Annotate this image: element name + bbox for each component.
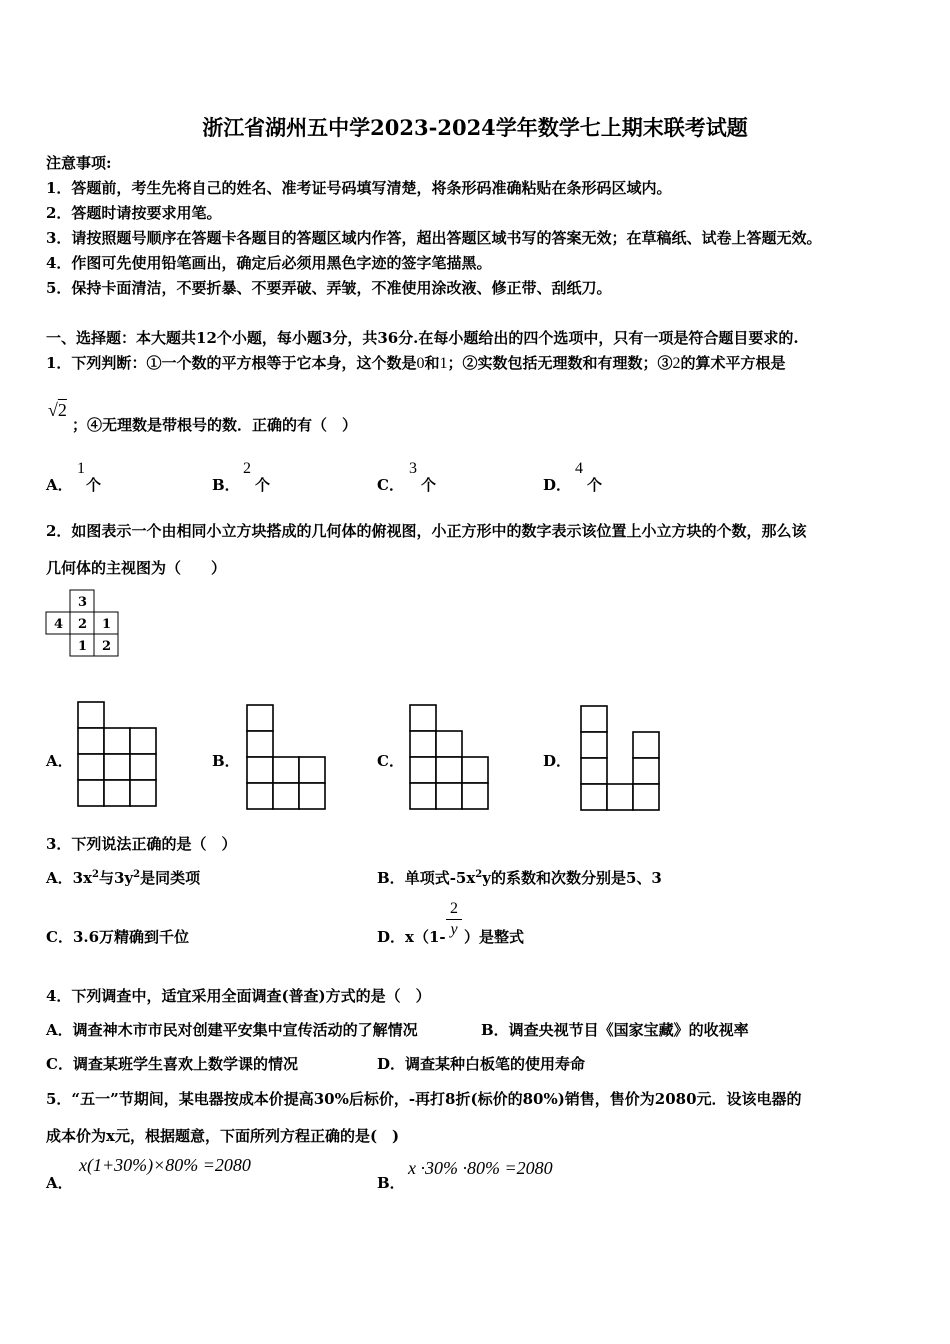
top-view-number: 1 (78, 639, 88, 654)
top-view-number: 2 (78, 617, 88, 632)
notice-item: 5．保持卡面清洁，不要折暴、不要弄破、弄皱，不准使用涂改液、修正带、刮纸刀。 (46, 279, 612, 297)
q1-line2: ；④无理数是带根号的数．正确的有（ ） (72, 416, 358, 434)
fraction-bar (446, 919, 462, 920)
q2-option-b-label: B． (212, 752, 240, 770)
q1-option-d-unit: 个 (587, 476, 603, 494)
q1-option-b: B． (212, 476, 240, 494)
top-view-figure (44, 588, 124, 660)
section-heading: 一、选择题：本大题共12个小题，每小题3分，共36分.在每小题给出的四个选项中，只有一项是符合题目要求的. (46, 329, 799, 347)
fraction-numerator: 2 (450, 900, 458, 917)
q3-option-a: A．$3x^2$与$3y^2$是同类项 (46, 869, 201, 887)
q3-fraction (446, 900, 462, 939)
q1-option-a: A． (46, 476, 73, 494)
q1-option-a-unit: 个 (86, 476, 102, 494)
q5-line2: 成本价为x元，根据题意，下面所列方程正确的是( ) (46, 1127, 400, 1145)
top-view-number: 2 (102, 639, 112, 654)
q1-line1: 1．下列判断：①一个数的平方根等于它本身，这个数是0和1；②实数包括无理数和有理数；③2的算术平方根是 (46, 354, 786, 372)
q4-option-d: D．调查某种白板笔的使用寿命 (377, 1055, 586, 1073)
q2-option-d-figure (579, 704, 663, 814)
q1-option-d-num: 4 (575, 460, 583, 477)
q1-option-c-unit: 个 (421, 476, 437, 494)
q2-option-a-figure (76, 700, 160, 810)
q1-option-a-num: 1 (77, 460, 85, 477)
q5-option-b-equation: x ·30% ·80% =2080 (408, 1158, 553, 1178)
q2-option-c-figure (408, 703, 494, 813)
q1-option-c-num: 3 (409, 460, 417, 477)
q2-line2: 几何体的主视图为（ ） (46, 559, 227, 577)
notice-item: 3．请按照题号顺序在答题卡各题目的答题区域内作答，超出答题区域书写的答案无效；在草稿纸、试卷上答题无效。 (46, 229, 822, 247)
q3-stem: 3．下列说法正确的是（ ） (46, 835, 237, 853)
top-view-number: 1 (102, 617, 112, 632)
q3-option-d: D．x（1- (377, 928, 446, 946)
q2-option-b-figure (245, 703, 329, 813)
q5-option-a-equation: x(1+30%)×80% =2080 (79, 1155, 251, 1175)
q3-option-d-tail: ）是整式 (464, 928, 525, 946)
q1-option-c: C． (377, 476, 404, 494)
top-view-number: 4 (54, 617, 64, 632)
notice-heading: 注意事项: (46, 154, 112, 172)
q2-option-c-label: C． (377, 752, 404, 770)
notice-item: 1．答题前，考生先将自己的姓名、准考证号码填写清楚，将条形码准确粘贴在条形码区域内。 (46, 179, 672, 197)
q5-option-a-label: A． (46, 1174, 73, 1192)
q5-option-b-label: B． (377, 1174, 405, 1192)
notice-item: 4．作图可先使用铅笔画出，确定后必须用黑色字迹的签字笔描黑。 (46, 254, 492, 272)
q4-option-b: B．调查央视节目《国家宝藏》的收视率 (481, 1021, 749, 1039)
q1-sqrt2: √2 (48, 400, 67, 420)
q3-option-b: B．单项式$-5x^2y$的系数和次数分别是5、3 (377, 869, 662, 887)
q2-option-a-label: A． (46, 752, 73, 770)
page-title: 浙江省湖州五中学2023-2024学年数学七上期末联考试题 (202, 115, 748, 140)
q1-option-d: D． (543, 476, 572, 494)
top-view-number: 3 (78, 595, 88, 610)
q2-line1: 2．如图表示一个由相同小立方块搭成的几何体的俯视图，小正方形中的数字表示该位置上小立方块的个数，那么该 (46, 522, 807, 540)
fraction-denominator: y (450, 921, 458, 938)
q1-option-b-num: 2 (243, 460, 251, 477)
q5-line1: 5．“五一”节期间，某电器按成本价提高30%后标价，-再打8折(标价的80%)销售，售价为2080元．设该电器的 (46, 1090, 802, 1108)
q4-option-a: A．调查神木市市民对创建平安集中宣传活动的了解情况 (46, 1021, 418, 1039)
q2-option-d-label: D． (543, 752, 572, 770)
q4-option-c: C．调查某班学生喜欢上数学课的情况 (46, 1055, 298, 1073)
q4-stem: 4．下列调查中，适宜采用全面调查(普查)方式的是（ ） (46, 987, 431, 1005)
q3-option-c: C．3.6万精确到千位 (46, 928, 190, 946)
q1-option-b-unit: 个 (255, 476, 271, 494)
notice-item: 2．答题时请按要求用笔。 (46, 204, 222, 222)
